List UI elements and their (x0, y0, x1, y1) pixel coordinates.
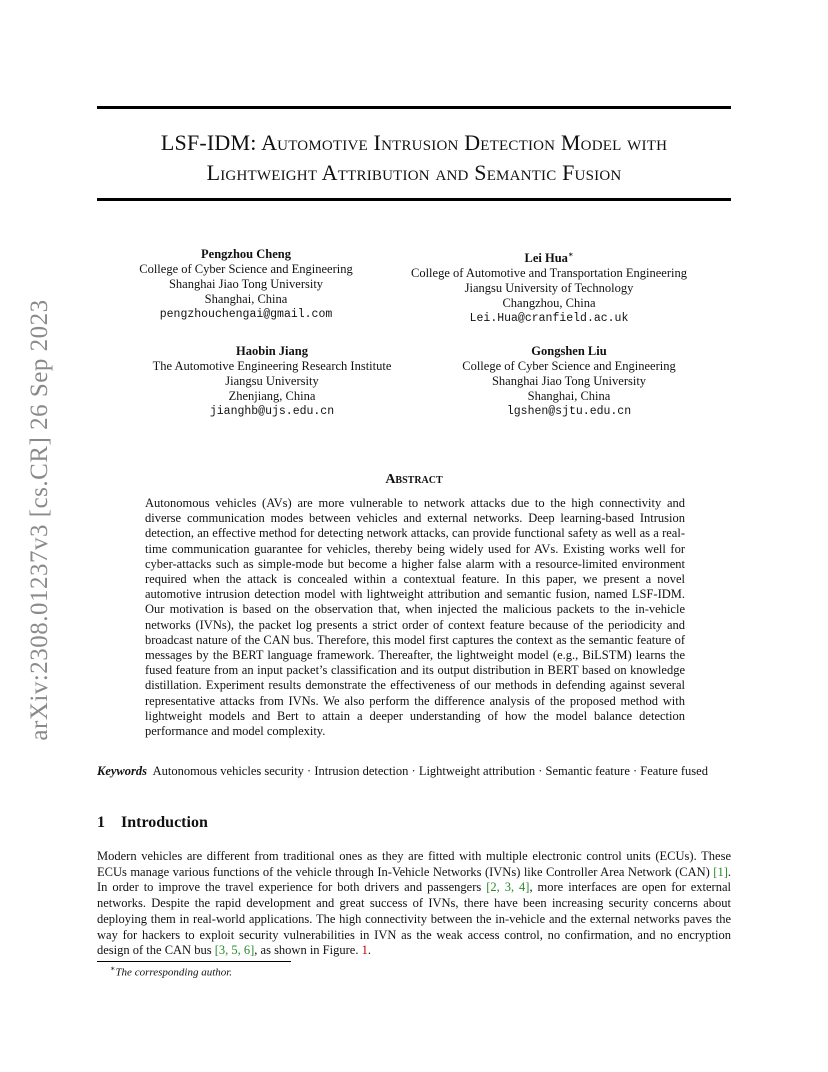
intro-text: . (367, 943, 371, 958)
introduction-paragraph (97, 849, 731, 959)
author-institution: Jiangsu University (225, 374, 319, 388)
author-location: Shanghai, China (204, 292, 288, 306)
author-location: Shanghai, China (527, 389, 611, 403)
intro-text: , as shown in Figure. (254, 943, 362, 958)
footnote-mark: ∗ (110, 964, 116, 973)
author-email[interactable]: lgshen@sjtu.edu.cn (506, 405, 632, 418)
title-line-2: Lightweight Attribution and Semantic Fusion (206, 160, 622, 185)
intro-text: . In order to improve the travel experience for both drivers and passengers (97, 864, 731, 895)
abstract-heading: Abstract (385, 472, 443, 487)
author-email[interactable]: Lei.Hua@cranfield.ac.uk (469, 312, 629, 326)
keywords-text: Autonomous vehicles security · Intrusion detection · Lightweight attribution · Semantic feature · Feature fused (152, 764, 708, 778)
author-name: Haobin Jiang (236, 344, 308, 358)
author-name: Lei Hua∗ (524, 250, 574, 266)
citation-link[interactable]: [1] (713, 864, 728, 879)
figure-link[interactable]: 1 (361, 943, 368, 958)
author-institution: Shanghai Jiao Tong University (168, 277, 324, 291)
abstract-text: Autonomous vehicles (AVs) are more vulnerable to network attacks due to the high connectivity and diverse communication modes between vehicles and external networks. Deep learning-based Intrusion detection, an effective method for detecting network attacks, can provide functional safety as well as a real-time communication guarantee for vehicles, thereby being widely used for AVs. Existing works well for cyber-attacks such as simple-mode but become a higher false alarm with a resource-limited environment required when the attack is concealed within a contextual feature. In this paper, we present a novel automotive intrusion detection model with lightweight attribution and semantic fusion, named LSF-IDM. Our motivation is based on the observation that, when injected the malicious packets to the in-vehicle networks (IVNs), the packet log presents a strict order of context feature because of the periodicity and broadcast nature of the CAN bus. Therefore, this model first captures the context as the semantic feature of messages by the BERT language framework. Thereafter, the lightweight model (e.g., BiLSTM) learns the fused feature from an input packet’s classification and its output distribution in BERT based on knowledge distillation. Experiment results demonstrate the effectiveness of our methods in defending against several representative attacks from IVNs. We also perform the difference analysis of the proposed method with lightweight models and Bert to attain a deeper understanding of how the model balance detection performance and model complexity. (145, 496, 685, 739)
section-heading-introduction (97, 814, 208, 832)
citation-link[interactable]: [2, 3, 4] (486, 880, 530, 895)
title-rule-bottom (97, 198, 731, 201)
author-affiliation: The Automotive Engineering Research Institute (152, 359, 392, 373)
arxiv-identifier: arXiv:2308.01237v3 [cs.CR] 26 Sep 2023 (26, 299, 53, 741)
author-email[interactable]: jianghb@ujs.edu.cn (209, 405, 335, 418)
author-location: Changzhou, China (502, 296, 596, 311)
intro-text: Modern vehicles are different from traditional ones as they are fitted with multiple electronic control units (ECUs). These ECUs manage various functions of the vehicle through In-Vehicle Networks (IVNs) like Controller Area Network (CAN) (97, 849, 731, 879)
author-institution: Shanghai Jiao Tong University (491, 374, 647, 388)
intro-text: , more interfaces are open for external networks. Despite the rapid development and great success of IVNs, there have been increasing security concerns about deploying them in real-world applications. The high connectivity between the in-vehicle and the external networks paves the way for hackers to exploit security vulnerabilities in IVN as the weak access control, no confirmation, and no encryption design of the CAN bus (97, 880, 731, 958)
section-title: Introduction (121, 814, 208, 831)
author-location: Zhenjiang, China (228, 389, 316, 403)
author-email[interactable]: pengzhouchengai@gmail.com (159, 308, 333, 321)
author-institution: Jiangsu University of Technology (464, 281, 634, 296)
paper-title (97, 128, 731, 188)
corresponding-mark: ∗ (567, 250, 574, 259)
footnote-rule (97, 961, 291, 962)
author-affiliation: College of Cyber Science and Engineering (139, 262, 353, 276)
author-block (128, 344, 416, 419)
keywords-label: Keywords (97, 764, 147, 778)
citation-link[interactable]: [3, 5, 6] (214, 943, 255, 958)
author-block (392, 247, 706, 326)
title-line-1: LSF-IDM: Automotive Intrusion Detection Model with (160, 130, 668, 155)
footnote-text: The corresponding author. (115, 966, 233, 979)
section-number: 1 (97, 814, 105, 831)
author-block (432, 344, 706, 419)
author-block (118, 247, 374, 322)
title-rule-top (97, 106, 731, 109)
author-affiliation: College of Automotive and Transportation Engineering (410, 266, 687, 281)
author-name: Pengzhou Cheng (201, 247, 291, 261)
footnote (110, 964, 232, 979)
keywords (97, 764, 731, 779)
author-affiliation: College of Cyber Science and Engineering (462, 359, 676, 373)
author-name: Gongshen Liu (531, 344, 607, 358)
